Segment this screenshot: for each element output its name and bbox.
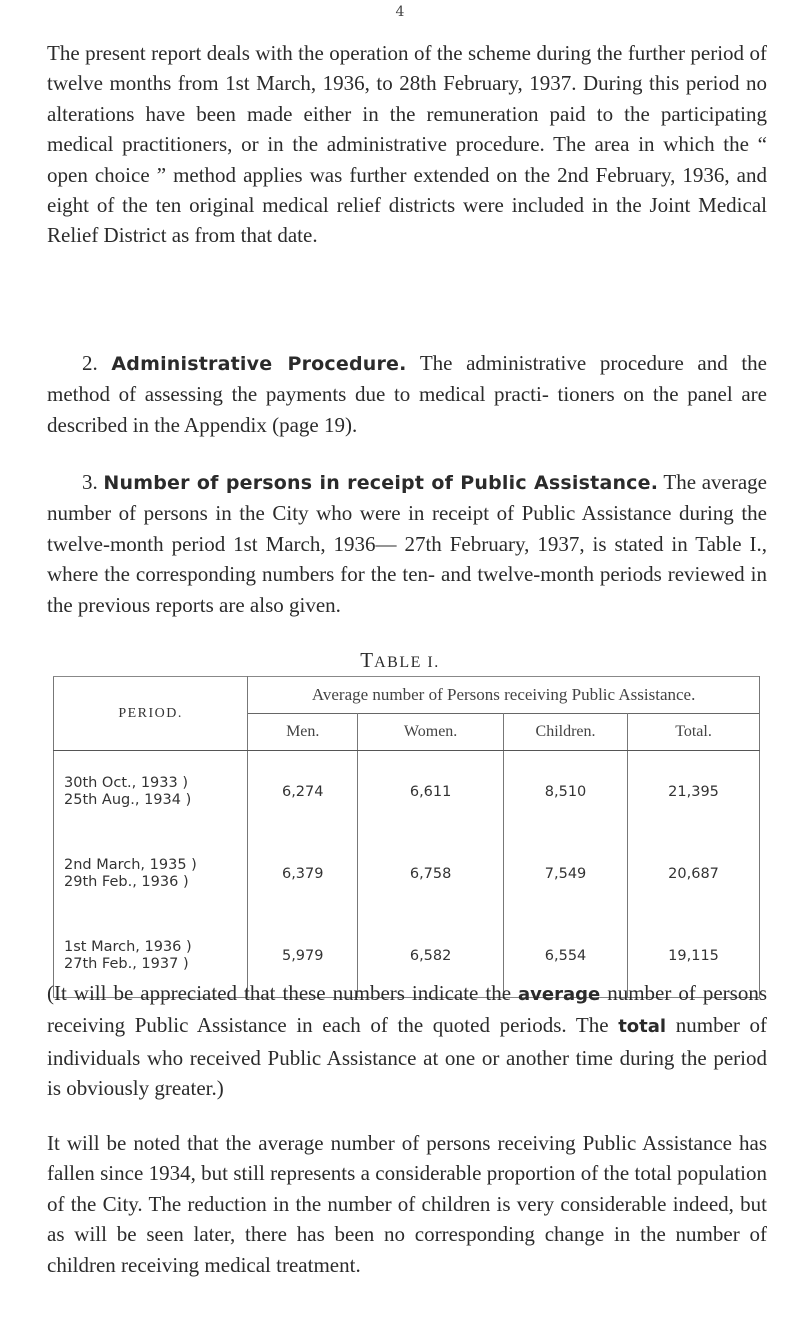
public-assistance-table [53, 676, 760, 998]
section-2-paragraph [47, 348, 767, 440]
children-cell: 6,554 [503, 915, 627, 998]
emphasis-total: total [618, 1016, 667, 1038]
total-cell: 21,395 [628, 751, 760, 834]
page-number: 4 [395, 4, 405, 20]
children-cell: 8,510 [503, 751, 627, 834]
intro-paragraph: The present report deals with the operation of the scheme during the further period of twelve months from 1st March, 1936, to 28th February, 1937. During this period no alterations have been made either in the remuneration paid to the participating medical practitioners, or in the administrative procedure. The area in which the “ open choice ” method applies was further extended on the 2nd February, 1936, and eight of the ten original medical relief districts were included in the Joint Medical Relief District as from that date. [47, 41, 767, 248]
note-paragraph: (It will be appreciated that these numbers indicate the average number of persons receiving Public Assistance in each of the quoted periods. The total number of individuals who received Public Assistance at one or another time during the period is obviously greater.) [47, 981, 768, 1101]
period-cell: 1st March, 1936 ) 27th Feb., 1937 ) [54, 915, 248, 998]
children-cell: 7,549 [503, 833, 627, 915]
women-cell: 6,611 [358, 751, 504, 834]
column-header-children: Children. [503, 714, 627, 751]
period-header: PERIOD. [54, 677, 248, 751]
section-3-heading: Number of persons in receipt of Public Assistance. [103, 472, 659, 494]
period-cell: 30th Oct., 1933 ) 25th Aug., 1934 ) [54, 751, 248, 834]
total-cell: 19,115 [628, 915, 760, 998]
average-number-header: Average number of Persons receiving Public Assistance. [248, 677, 760, 714]
section-2-number: 2. [82, 351, 98, 375]
column-header-men: Men. [248, 714, 358, 751]
women-cell: 6,758 [358, 833, 504, 915]
women-cell: 6,582 [358, 915, 504, 998]
men-cell: 6,379 [248, 833, 358, 915]
men-cell: 5,979 [248, 915, 358, 998]
table-title: TABLE I. [360, 648, 440, 672]
men-cell: 6,274 [248, 751, 358, 834]
section-2-heading: Administrative Procedure. [111, 353, 407, 375]
column-header-total: Total. [628, 714, 760, 751]
column-header-women: Women. [358, 714, 504, 751]
closing-paragraph: It will be noted that the average number of persons receiving Public Assistance has fallen since 1934, but still represents a considerable proportion of the total population of the City. The reduction in the number of children is very considerable indeed, but as will be seen later, there has been no corresponding change in the number of children receiving medical treatment. [47, 1131, 767, 1277]
section-3-text: The average number of persons in the City who were in receipt of Public Assistance during the twelve-month period 1st March, 1936— 27th February, 1937, is stated in Table I., where the corresponding numbers for the ten- and twelve-month periods reviewed in the previous reports are also given. [47, 470, 767, 617]
table-row [54, 833, 760, 915]
table-row [54, 751, 760, 834]
table-header-row [54, 677, 760, 714]
section-2-text: The administrative procedure and the method of assessing the payments due to medical practi- tioners on the panel are described in the Appendix (page 19). [47, 351, 767, 437]
period-cell: 2nd March, 1935 ) 29th Feb., 1936 ) [54, 833, 248, 915]
section-3-paragraph [47, 467, 767, 620]
emphasis-average: average [518, 984, 601, 1005]
section-3-number: 3. [82, 470, 98, 494]
total-cell: 20,687 [628, 833, 760, 915]
